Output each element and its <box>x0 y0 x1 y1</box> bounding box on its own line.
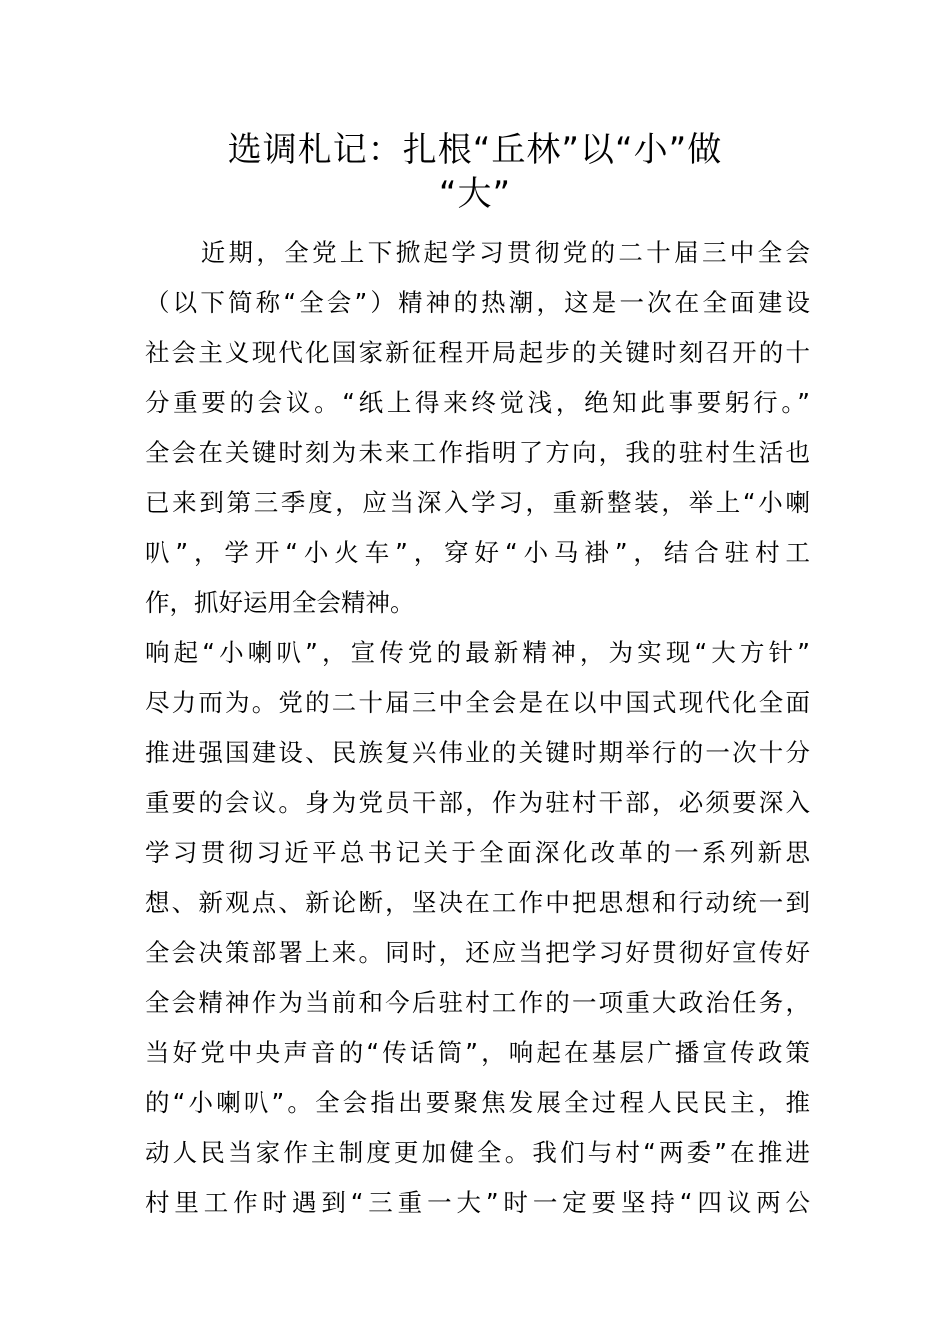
body-text-line: 社会主义现代化国家新征程开局起步的关键时刻召开的十 <box>145 338 810 367</box>
body-text-line: 的“小喇叭”。全会指出要聚焦发展全过程人民民主，推 <box>145 1088 810 1117</box>
body-text-line: 动人民当家作主制度更加健全。我们与村“两委”在推进 <box>145 1138 810 1167</box>
title-line-2: “大” <box>438 174 512 214</box>
body-text-line: 响起“小喇叭”，宣传党的最新精神，为实现“大方针” <box>145 638 810 667</box>
body-text-line: （以下简称“全会”）精神的热潮，这是一次在全面建设 <box>145 288 810 317</box>
body-text-line: 当好党中央声音的“传话筒”，响起在基层广播宣传政策 <box>145 1038 810 1067</box>
title-line-1: 选调札记：扎根“丘林”以“小”做 <box>227 130 723 170</box>
body-text-line: 分重要的会议。“纸上得来终觉浅，绝知此事要躬行。” <box>145 388 810 417</box>
body-text-line: 推进强国建设、民族复兴伟业的关键时期举行的一次十分 <box>145 738 810 767</box>
body-text-line: 学习贯彻习近平总书记关于全面深化改革的一系列新思 <box>145 838 810 867</box>
document-title <box>180 128 770 216</box>
body-text-line: 全会精神作为当前和今后驻村工作的一项重大政治任务， <box>145 988 810 1017</box>
body-text-line: 重要的会议。身为党员干部，作为驻村干部，必须要深入 <box>145 788 810 817</box>
body-text-line: 叭”，学开“小火车”，穿好“小马褂”，结合驻村工 <box>145 538 810 567</box>
document-body <box>145 228 810 1228</box>
body-text-line: 尽力而为。党的二十届三中全会是在以中国式现代化全面 <box>145 688 810 717</box>
body-text-line: 近期，全党上下掀起学习贯彻党的二十届三中全会 <box>145 238 810 267</box>
body-text-line: 已来到第三季度，应当深入学习，重新整装，举上“小喇 <box>145 488 810 517</box>
body-text-line: 全会决策部署上来。同时，还应当把学习好贯彻好宣传好 <box>145 938 810 967</box>
body-text-line: 全会在关键时刻为未来工作指明了方向，我的驻村生活也 <box>145 438 810 467</box>
body-text-line: 作，抓好运用全会精神。 <box>145 588 415 617</box>
body-text-line: 想、新观点、新论断，坚决在工作中把思想和行动统一到 <box>145 888 810 917</box>
body-text-line: 村里工作时遇到“三重一大”时一定要坚持“四议两公 <box>145 1188 810 1217</box>
